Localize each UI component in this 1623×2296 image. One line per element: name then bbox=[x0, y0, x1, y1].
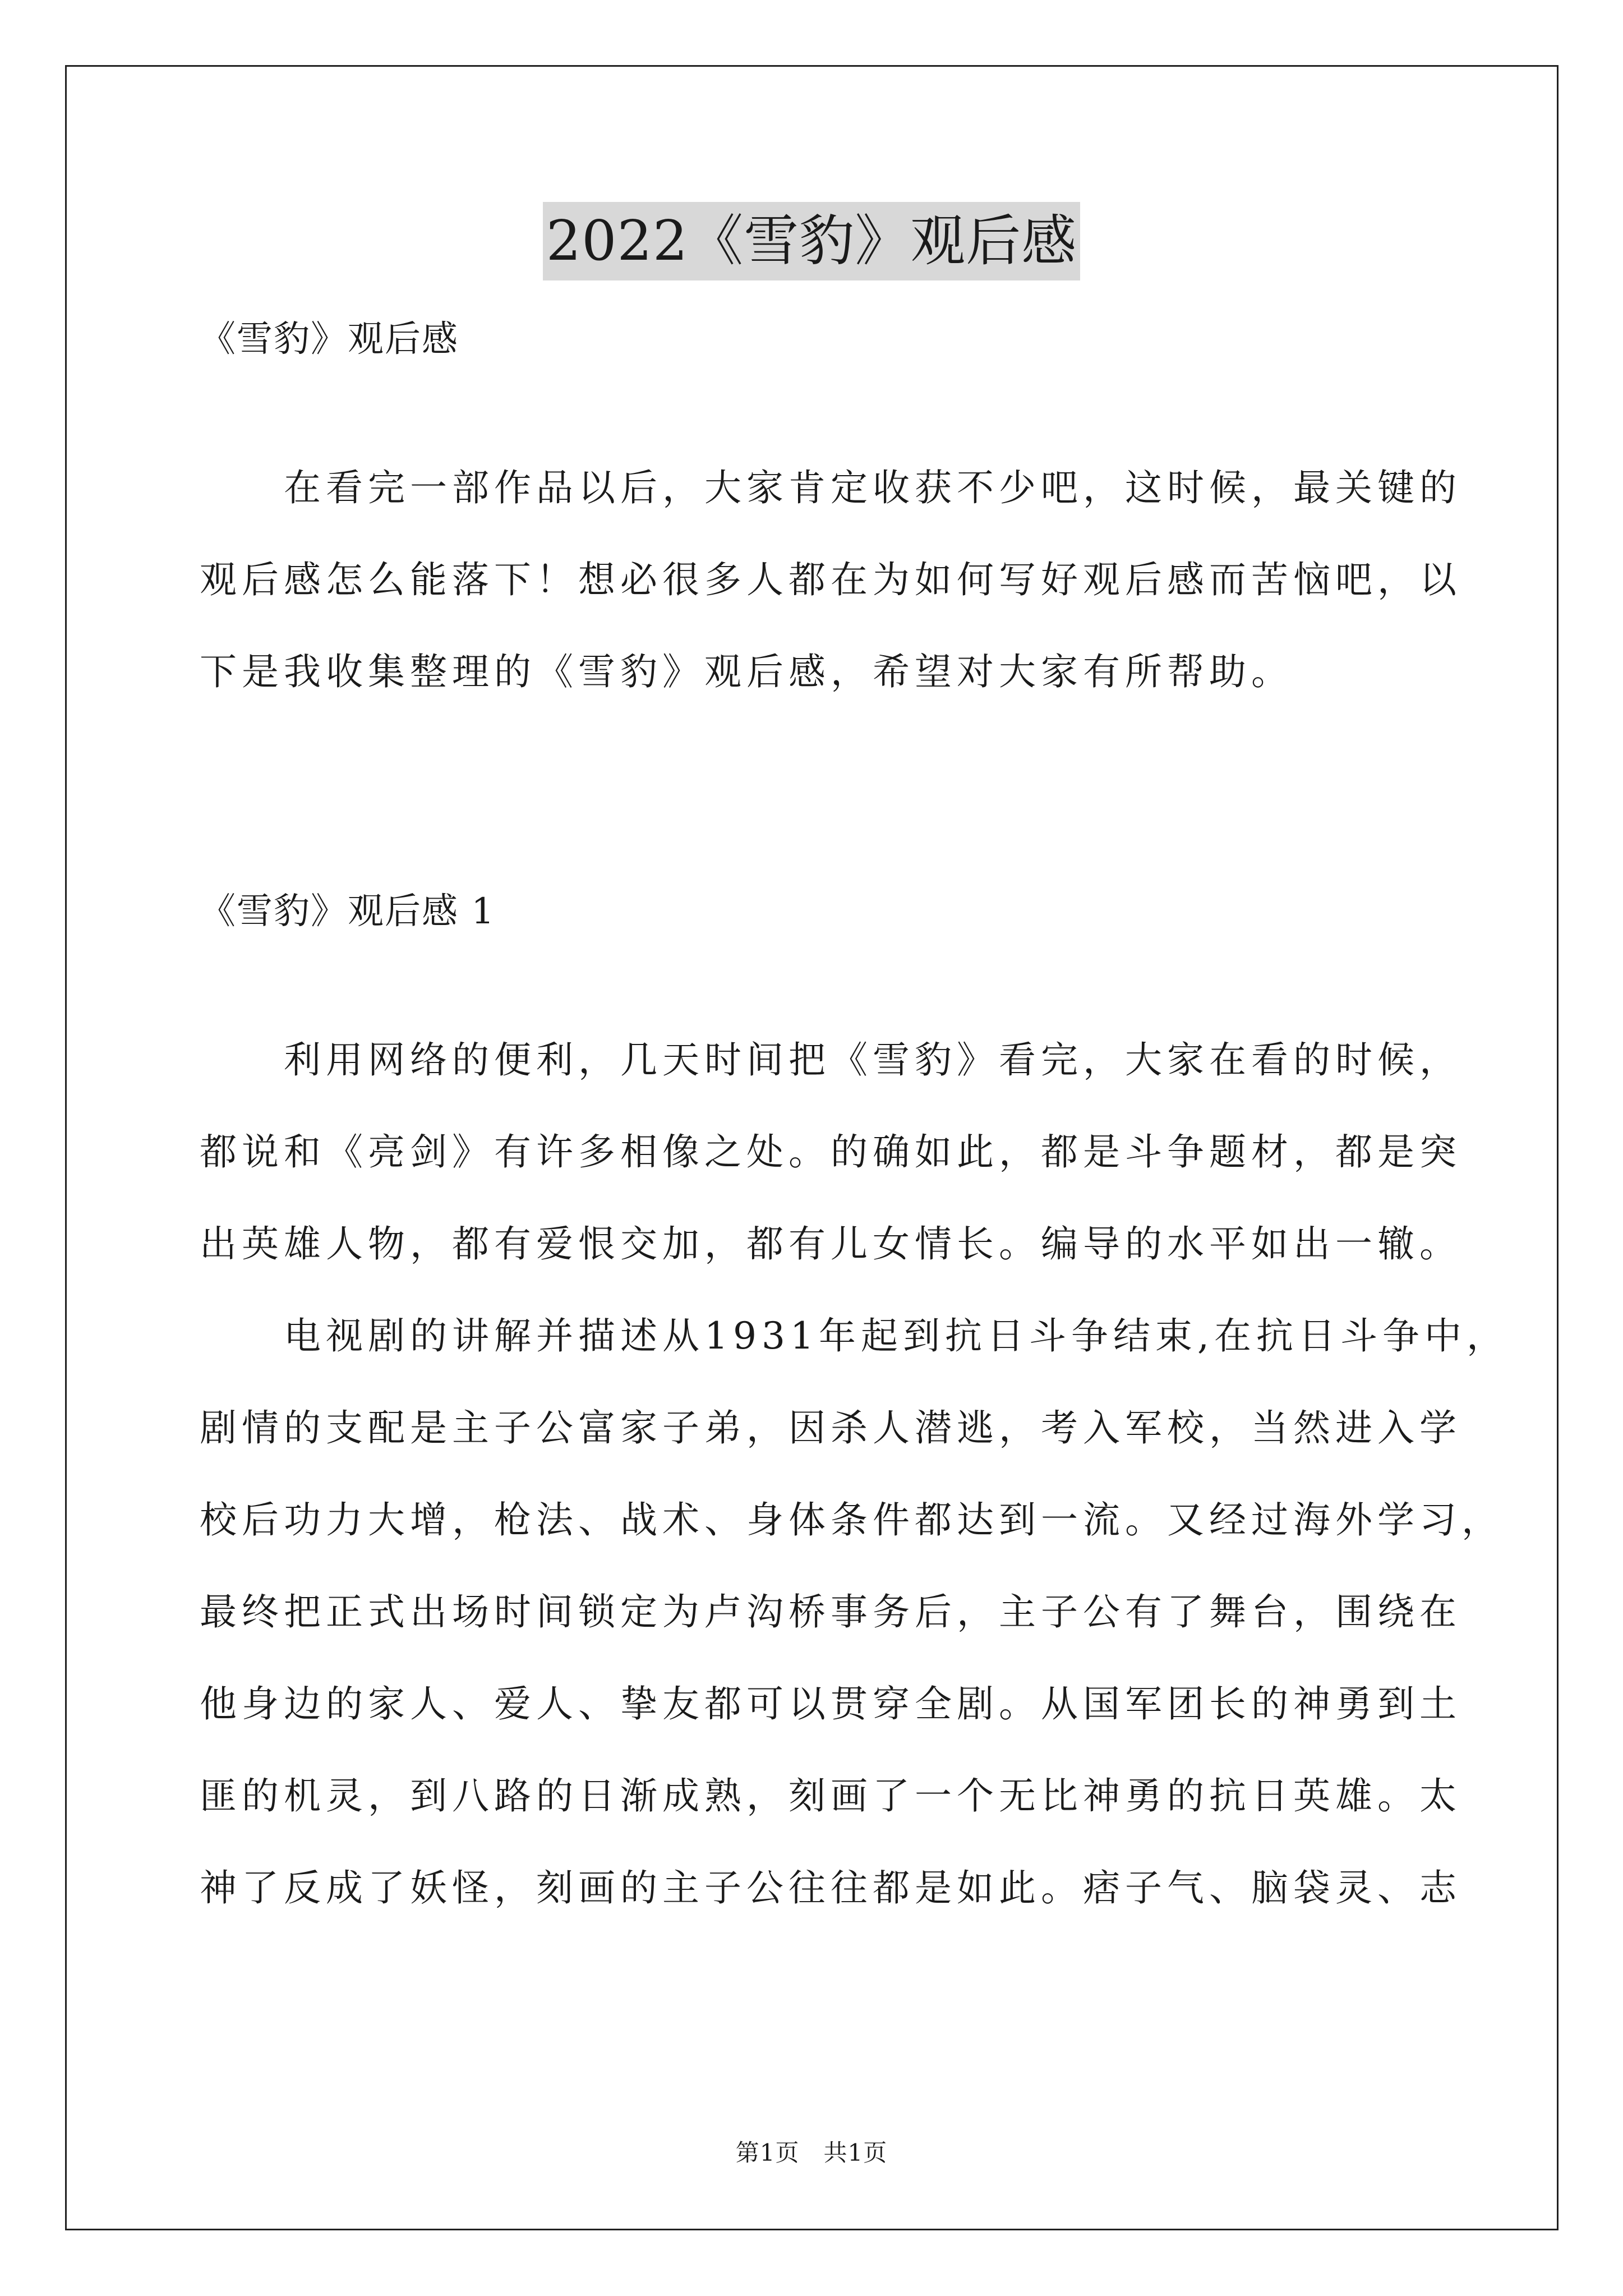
paragraph-line: 最终把正式出场时间锁定为卢沟桥事务后，主子公有了舞台，围绕在 bbox=[200, 1590, 1461, 1634]
document-title: 2022《雪豹》观后感 bbox=[543, 202, 1080, 280]
paragraph-line: 出英雄人物，都有爱恨交加，都有儿女情长。编导的水平如出一辙。 bbox=[200, 1222, 1461, 1266]
paragraph-line: 都说和《亮剑》有许多相像之处。的确如此，都是斗争题材，都是突 bbox=[200, 1130, 1461, 1174]
paragraph-line: 下是我收集整理的《雪豹》观后感，希望对大家有所帮助。 bbox=[200, 650, 1293, 693]
intro-paragraph bbox=[200, 442, 1461, 718]
paragraph-line: 观后感怎么能落下！想必很多人都在为如何写好观后感而苦恼吧，以 bbox=[200, 558, 1461, 601]
paragraph-line: 利用网络的便利，几天时间把《雪豹》看完，大家在看的时候， bbox=[200, 1038, 1461, 1082]
paragraph-line: 神了反成了妖怪，刻画的主子公往往都是如此。痞子气、脑袋灵、志 bbox=[200, 1866, 1461, 1910]
paragraph-line: 剧情的支配是主子公富家子弟，因杀人潜逃，考入军校，当然进入学 bbox=[200, 1406, 1461, 1450]
section1-paragraph-1 bbox=[200, 1014, 1461, 1290]
paragraph-line: 他身边的家人、爱人、挚友都可以贯穿全剧。从国军团长的神勇到土 bbox=[200, 1682, 1461, 1726]
paragraph-line: 在看完一部作品以后，大家肯定收获不少吧，这时候，最关键的 bbox=[200, 466, 1461, 509]
paragraph-line: 电视剧的讲解并描述从1931年起到抗日斗争结束,在抗日斗争中， bbox=[200, 1314, 1509, 1358]
intro-heading: 《雪豹》观后感 bbox=[200, 319, 459, 360]
section1-heading: 《雪豹》观后感 1 bbox=[200, 891, 496, 932]
section1-paragraph-2 bbox=[200, 1290, 1509, 1934]
paragraph-line: 校后功力大增，枪法、战术、身体条件都达到一流。又经过海外学习， bbox=[200, 1498, 1504, 1542]
title-container bbox=[0, 202, 1623, 280]
paragraph-line: 匪的机灵，到八路的日渐成熟，刻画了一个无比神勇的抗日英雄。太 bbox=[200, 1774, 1461, 1818]
page-footer: 第1页 共1页 bbox=[735, 2139, 888, 2166]
